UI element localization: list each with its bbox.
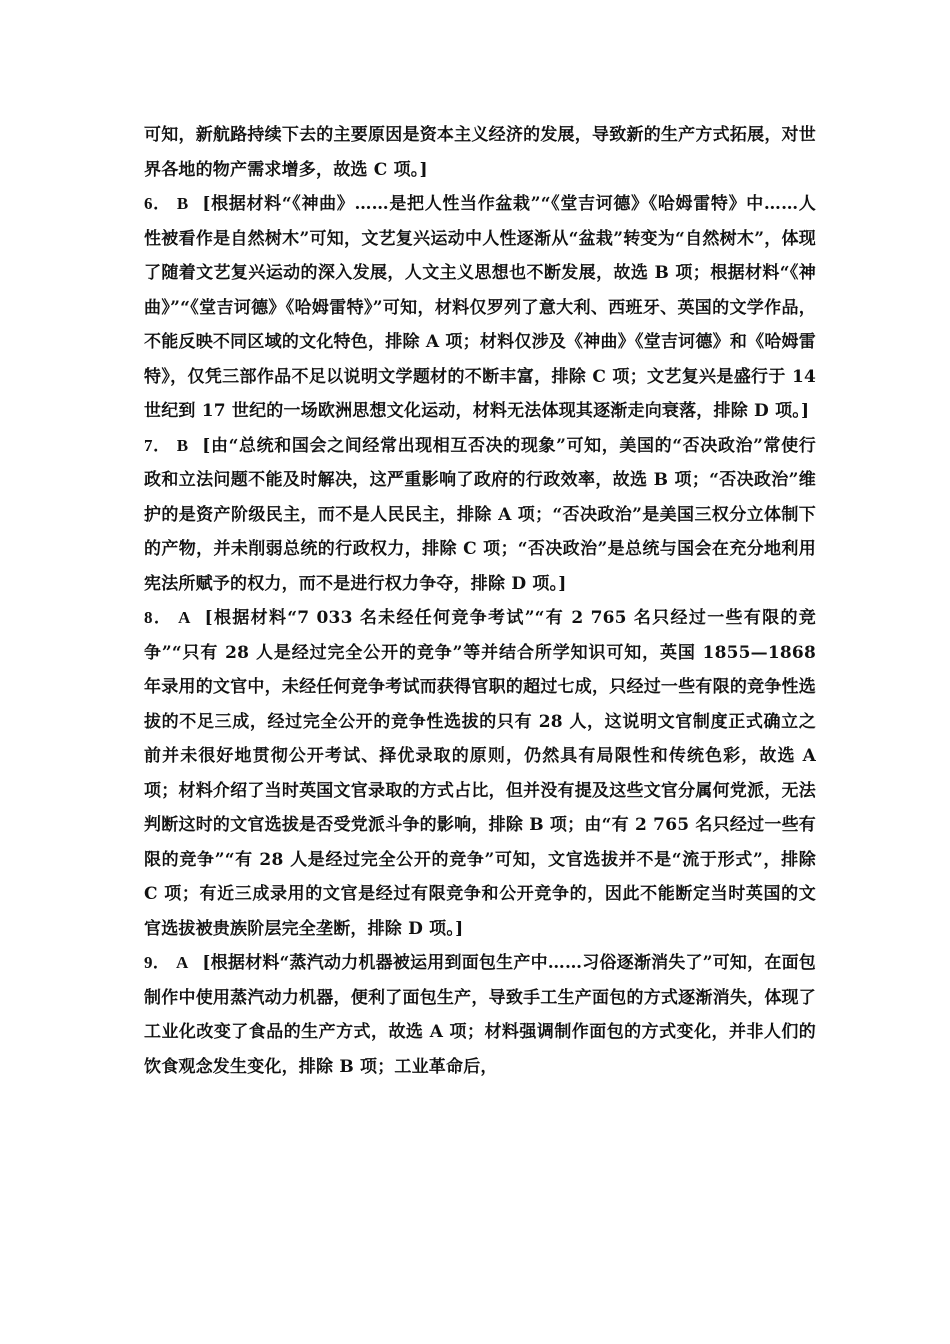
answer-choice: A xyxy=(175,953,189,972)
answer-item-7 xyxy=(144,429,816,602)
question-number: 9． xyxy=(144,953,170,972)
answer-explanation: [根据材料“《神曲》……是把人性当作盆栽”“《堂吉诃德》《哈姆雷特》中……人性被看作是自然树木”可知，文艺复兴运动中人性逐渐从“盆栽”转变为“自然树木”，体现了随着文艺复兴运动的深入发展，人文主义思想也不断发展，故选 B 项；根据材料“《神曲》”“《堂吉诃德》《哈姆雷特》”可知，材料仅罗列了意大利、西班牙、英国的文学作品，不能反映不同区域的文化特色，排除 A 项；材料仅涉及《神曲》《堂吉诃德》和《哈姆雷特》，仅凭三部作品不足以说明文学题材的不断丰富，排除 C 项；文艺复兴是盛行于 14 世纪到 17 世纪的一场欧洲思想文化运动，材料无法体现其逐渐走向衰落，排除 D 项。] xyxy=(144,194,816,421)
continuation-paragraph: 可知，新航路持续下去的主要原因是资本主义经济的发展，导致新的生产方式拓展，对世界各地的物产需求增多，故选 C 项。] xyxy=(144,125,816,180)
answer-explanation: [根据材料“蒸汽动力机器被运用到面包生产中……习俗逐渐消失了”可知，在面包制作中使用蒸汽动力机器，便利了面包生产，导致手工生产面包的方式逐渐消失，体现了工业化改变了食品的生产方式，故选 A 项；材料强调制作面包的方式变化，并非人们的饮食观念发生变化，排除 B 项；工业革命后， xyxy=(144,953,816,1077)
answer-item-8 xyxy=(144,601,816,946)
question-number: 8． xyxy=(144,608,173,627)
answer-explanation: [根据材料“7 033 名未经任何竞争考试”“有 2 765 名只经过一些有限的竞争”“只有 28 人是经过完全公开的竞争”等并结合所学知识可知，英国 1855—1868 年录用的文官中，未经任何竞争考试而获得官职的超过七成，只经过一些有限的竞争性选拔的不足三成，经过完全公开的竞争性选拔的只有 28 人，这说明文官制度正式确立之前并未很好地贯彻公开考试、择优录取的原则，仍然具有局限性和传统色彩，故选 A 项；材料介绍了当时英国文官录取的方式占比，但并没有提及这些文官分属何党派，无法判断这时的文官选拔是否受党派斗争的影响，排除 B 项；由“有 2 765 名只经过一些有限的竞争”“有 28 人是经过完全公开的竞争”可知，文官选拔并不是“流于形式”，排除 C 项；有近三成录用的文官是经过有限竞争和公开竞争的，因此不能断定当时英国的文官选拔被贵族阶层完全垄断，排除 D 项。] xyxy=(144,608,816,939)
question-number: 6． xyxy=(144,194,171,213)
answer-choice: A xyxy=(178,608,191,627)
answer-item-6 xyxy=(144,187,816,429)
answer-choice: B xyxy=(176,194,189,213)
answer-explanation: [由“总统和国会之间经常出现相互否决的现象”可知，美国的“否决政治”常使行政和立法问题不能及时解决，这严重影响了政府的行政效率，故选 B 项；“否决政治”维护的是资产阶级民主，而不是人民民主，排除 A 项；“否决政治”是美国三权分立体制下的产物，并未削弱总统的行政权力，排除 C 项；“否决政治”是总统与国会在充分地利用宪法所赋予的权力，而不是进行权力争夺，排除 D 项。] xyxy=(144,435,816,594)
question-number: 7． xyxy=(144,435,171,455)
answer-choice: B xyxy=(176,435,189,455)
answer-item-9 xyxy=(144,946,816,1084)
answer-explanation-page xyxy=(144,118,816,1084)
